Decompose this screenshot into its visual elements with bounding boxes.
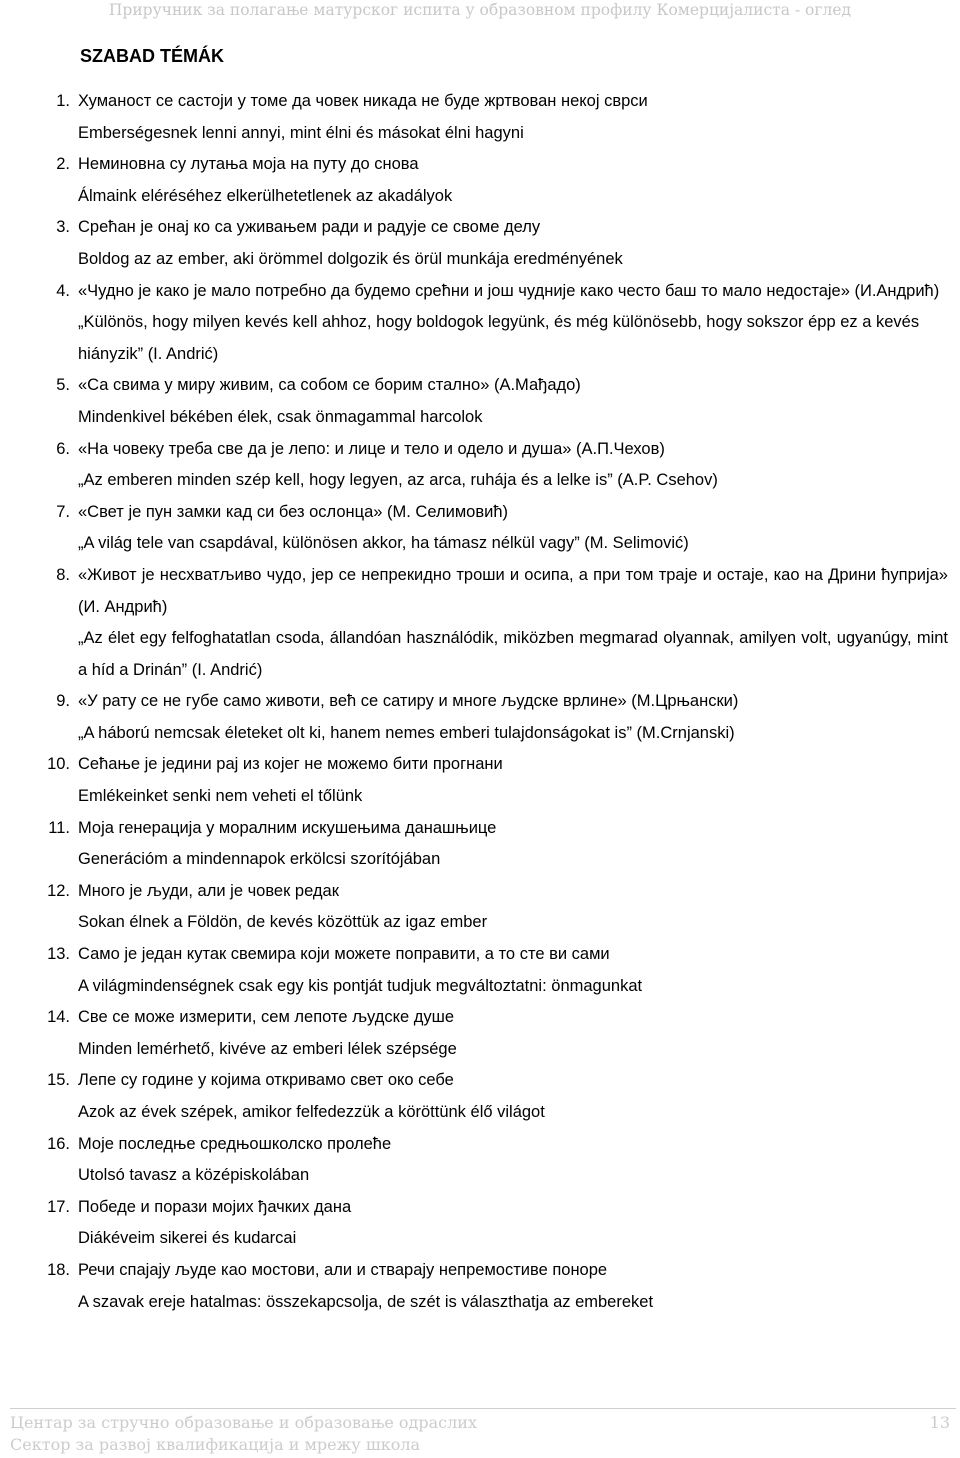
topic-number: 9.: [56, 692, 70, 711]
topic-hungarian: Sokan élnek a Földön, de kevés közöttük az igaz ember: [78, 913, 488, 932]
topic-hungarian: Álmaink eléréséhez elkerülhetetlenek az akadályok: [78, 186, 453, 205]
topic-number: 1.: [56, 92, 70, 110]
topic-hungarian: Boldog az az ember, aki örömmel dolgozik és örül munkája eredményének: [78, 249, 623, 268]
topic-serbian: «Свет је пун замки кад си без ослонца» (М. Селимовић): [78, 502, 508, 521]
topic-serbian: Речи спајају људе као мостови, али и стварају непремостиве поноре: [78, 1260, 608, 1279]
topic-item: [0, 686, 960, 749]
topic-item: [0, 560, 960, 686]
footer-divider: [10, 1408, 956, 1409]
topic-hungarian: Mindenkivel békében élek, csak önmagammal harcolok: [78, 407, 483, 426]
topic-hungarian: Generációm a mindennapok erkölcsi szorítójában: [78, 850, 441, 869]
topic-item: [0, 1255, 960, 1318]
topic-item: [0, 1192, 960, 1255]
topic-number: 7.: [56, 502, 70, 521]
topic-number: 18.: [47, 1260, 70, 1279]
topic-item: [0, 86, 960, 149]
topic-serbian: Хуманост се састоји у томе да човек никада не буде жртвован некој сврси: [78, 92, 648, 110]
topic-hungarian: Minden lemérhető, kivéve az emberi lélek szépsége: [78, 1039, 457, 1058]
topic-number: 17.: [47, 1197, 70, 1216]
topic-number: 3.: [56, 218, 70, 237]
topic-serbian: «Живот је несхватљиво чудо, јер се непрекидно троши и осипа, а при том траје и остаје, као на Дрини ћуприја» (И. Андрић): [78, 565, 948, 616]
page-header: Приручник за полагање матурског испита у образовном профилу Комерцијалиста - оглед: [108, 1, 852, 19]
topic-number: 13.: [47, 945, 70, 964]
topic-item: [0, 749, 960, 812]
page-number: 13: [929, 1413, 950, 1432]
topic-item: [0, 212, 960, 275]
topic-serbian: «На човеку треба све да је лепо: и лице и тело и одело и душа» (А.П.Чехов): [78, 439, 665, 458]
topic-item: [0, 813, 960, 876]
topic-serbian: Победе и порази мојих ђачких дана: [78, 1197, 352, 1216]
topic-hungarian: Azok az évek szépek, amikor felfedezzük a köröttünk élő világot: [78, 1103, 545, 1121]
topic-number: 5.: [56, 376, 70, 395]
topic-number: 8.: [56, 565, 70, 584]
topic-item: [0, 370, 960, 433]
topic-number: 16.: [47, 1134, 70, 1153]
topic-hungarian: Emlékeinket senki nem veheti el tőlünk: [78, 787, 363, 806]
topic-serbian: «У рату се не губе само животи, већ се сатиру и многе људске врлине» (М.Црњански): [78, 692, 739, 711]
footer-department: Сектор за развој квалификација и мрежу школа: [10, 1435, 421, 1454]
topic-serbian: Све се може измерити, сем лепоте људске душе: [78, 1008, 455, 1027]
footer-institution: Центар за стручно образовање и образовање одраслих: [10, 1413, 477, 1432]
topic-item: [0, 434, 960, 497]
topic-serbian: Моје последње средњошколско пролеће: [78, 1134, 392, 1153]
topic-number: 2.: [56, 155, 70, 174]
topic-item: [0, 497, 960, 560]
topic-serbian: «Чудно је како је мало потребно да будемо срећни и још чудније како често баш то мало недостаје» (И.Андрић): [78, 281, 940, 300]
topic-hungarian: Emberségesnek lenni annyi, mint élni és másokat élni hagyni: [78, 123, 524, 142]
topic-serbian: Моја генерација у моралним искушењима данашњице: [78, 818, 497, 837]
topic-number: 14.: [47, 1008, 70, 1027]
topic-hungarian: A szavak ereje hatalmas: összekapcsolja, de szét is választhatja az embereket: [78, 1292, 654, 1311]
topic-item: [0, 276, 960, 371]
topic-hungarian: „Különös, hogy milyen kevés kell ahhoz, hogy boldogok legyünk, és még különösebb, hogy sokszor épp ez a kevés hiányzik” (I. Andrić): [78, 313, 920, 363]
topic-number: 6.: [56, 439, 70, 458]
topic-serbian: Само је један кутак свемира који можете поправити, а то сте ви сами: [78, 945, 610, 964]
topic-hungarian: A világmindenségnek csak egy kis pontját tudjuk megváltoztatni: önmagunkat: [78, 976, 643, 995]
topic-list: [0, 86, 960, 1318]
topic-hungarian: „Az élet egy felfoghatatlan csoda, állandóan használódik, miközben megmarad olyannak, amilyen volt, ugyanúgy, mint a híd a Drinán” (I. Andrić): [78, 629, 948, 679]
topic-serbian: Срећан је онај ко са уживањем ради и радује се своме делу: [78, 218, 541, 237]
section-title: SZABAD TÉMÁK: [80, 46, 224, 66]
topic-item: [0, 939, 960, 1002]
topic-serbian: «Са свима у миру живим, са собом се борим стално» (А.Мађадо): [78, 376, 581, 395]
topic-number: 4.: [56, 281, 70, 300]
topic-hungarian: Diákéveim sikerei és kudarcai: [78, 1229, 297, 1248]
topic-item: [0, 876, 960, 939]
topic-number: 11.: [48, 818, 70, 837]
page-footer: [10, 1412, 950, 1456]
topic-item: [0, 1065, 960, 1128]
topic-number: 10.: [47, 755, 70, 774]
topic-number: 12.: [47, 881, 70, 900]
topic-hungarian: „A világ tele van csapdával, különösen akkor, ha támasz nélkül vagy” (M. Selimović): [78, 534, 689, 553]
topic-serbian: Сећање је једини рај из којег не можемо бити прогнани: [78, 755, 503, 774]
topic-serbian: Много је људи, али је човек редак: [78, 881, 339, 900]
topic-item: [0, 1129, 960, 1192]
topic-hungarian: „Az emberen minden szép kell, hogy legyen, az arca, ruhája és a lelke is” (A.P. Csehov): [78, 471, 718, 490]
topic-item: [0, 1002, 960, 1065]
topic-hungarian: Utolsó tavasz a középiskolában: [78, 1166, 310, 1185]
topic-hungarian: „A háború nemcsak életeket olt ki, hanem nemes emberi tulajdonságokat is” (M.Crnjanski): [78, 723, 735, 742]
topic-serbian: Лепе су године у којима откривамо свет око себе: [78, 1071, 454, 1090]
topic-serbian: Неминовна су лутања моја на путу до снова: [78, 155, 419, 174]
topic-number: 15.: [47, 1071, 70, 1090]
topic-item: [0, 149, 960, 212]
